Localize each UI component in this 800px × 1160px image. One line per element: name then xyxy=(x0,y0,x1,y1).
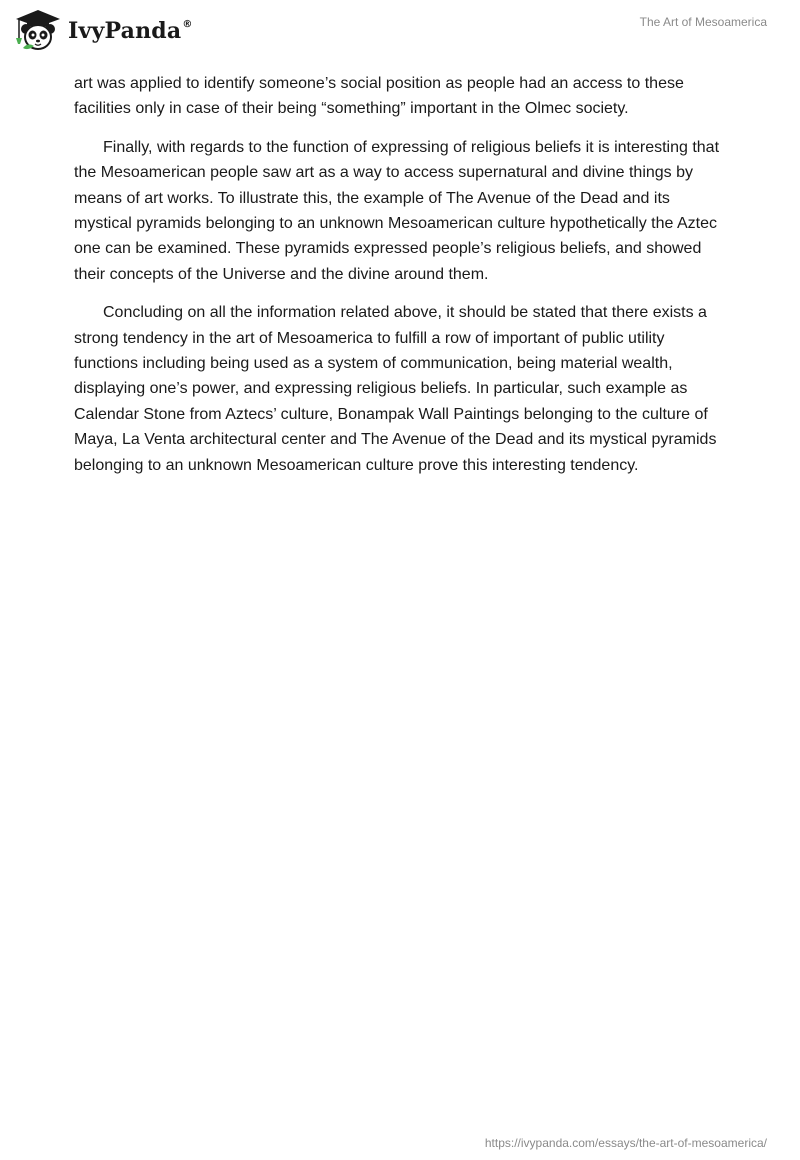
brand-name: IvyPanda® xyxy=(68,18,193,44)
ivypanda-logo[interactable] xyxy=(14,8,193,52)
registered-mark: ® xyxy=(182,19,193,30)
paragraph-religious-beliefs: Finally, with regards to the function of expressing of religious beliefs it is interesting that the Mesoamerican people saw art as a way to access supernatural and divine things by means of art works. To illustrate this, the example of The Avenue of the Dead and its mystical pyramids belonging to an unknown Mesoamerican culture hypothetically the Aztec one can be examined. These pyramids expressed people’s religious beliefs, and showed their concepts of the Universe and the divine around them. xyxy=(74,138,720,283)
document-title: The Art of Mesoamerica xyxy=(639,15,767,29)
panda-graduate-icon xyxy=(14,8,62,52)
source-url[interactable]: https://ivypanda.com/essays/the-art-of-mesoamerica/ xyxy=(484,1136,767,1150)
paragraph-continuation: art was applied to identify someone’s social position as people had an access to these facilities only in case of their being “something” important in the Olmec society. xyxy=(74,75,684,118)
page-header xyxy=(0,0,800,70)
essay-body xyxy=(74,71,726,491)
paragraph-conclusion: Concluding on all the information related above, it should be stated that there exists a strong tendency in the art of Mesoamerica to fulfill a row of important of public utility functions including being used as a system of communication, being material wealth, displaying one’s power, and expressing religious beliefs. In particular, such example as Calendar Stone from Aztecs’ culture, Bonampak Wall Paintings belonging to the culture of Maya, La Venta architectural center and The Avenue of the Dead and its mystical pyramids belonging to an unknown Mesoamerican culture prove this interesting tendency. xyxy=(74,304,717,474)
